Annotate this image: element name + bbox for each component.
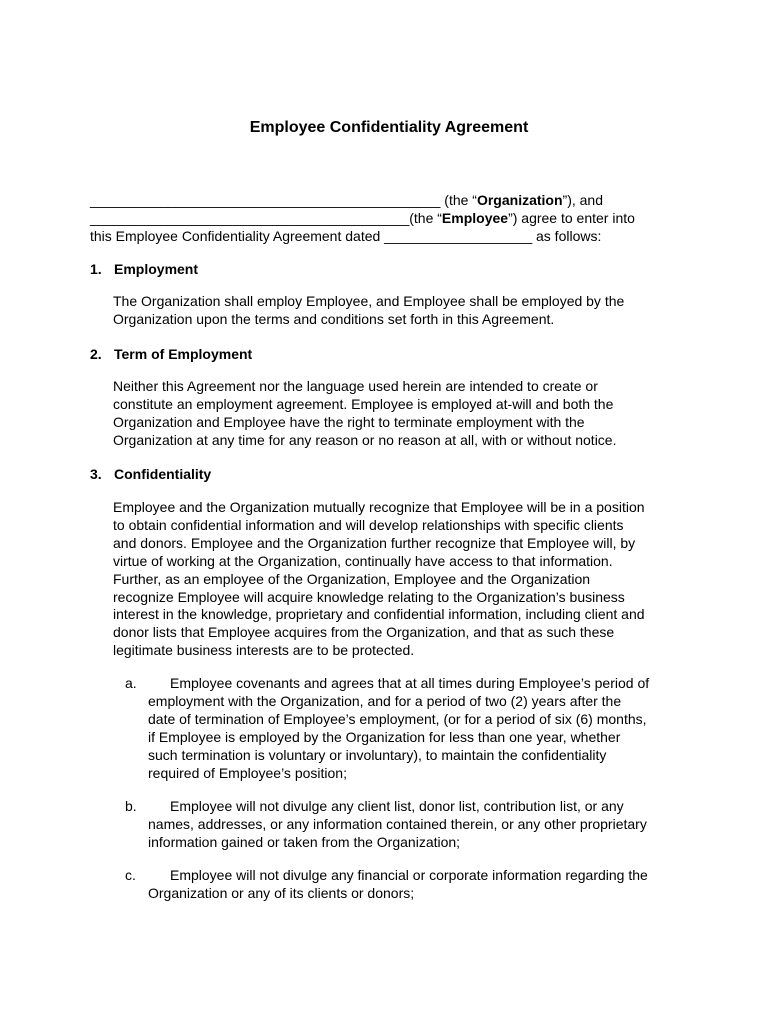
organization-term: Organization bbox=[476, 192, 563, 208]
section-heading-term-of-employment: 2. Term of Employment bbox=[90, 346, 253, 362]
subitem-b: b. Employee will not divulge any client list, donor list, contribution list, or any names, addresses, or any information contained therein, or any other proprietary information gained or taken from the Organization; bbox=[125, 798, 647, 850]
document-title: Employee Confidentiality Agreement bbox=[249, 119, 529, 136]
intro-line-1: _____________________________________________ (the “Organization”), and bbox=[90, 192, 603, 208]
section-heading-employment: 1. Employment bbox=[90, 261, 199, 277]
section-body-employment: The Organization shall employ Employee, and Employee shall be employed by the Organization upon the terms and conditions set forth in this Agreement. bbox=[113, 293, 625, 327]
organization-blank: _____________________________________________ bbox=[90, 192, 441, 208]
employee-term: Employee bbox=[441, 210, 509, 226]
section-body-term-of-employment: Neither this Agreement nor the language used herein are intended to create or constitute an employment agreement. Employee is employed at-will and both the Organization and Employee have the right to terminate employment with the Organization at any time for any reason or no reason at all, with or without notice. bbox=[113, 378, 617, 448]
subitem-a: a. Employee covenants and agrees that at all times during Employee’s period of employment with the Organization, and for a period of two (2) years after the date of termination of Employee’s employment, (or for a period of six (6) months, if Employee is employed by the Organization for less than one year, whether such termination is voluntary or involuntary), to maintain the confidentiality required of Employee’s position; bbox=[125, 675, 650, 781]
section-body-confidentiality: Employee and the Organization mutually recognize that Employee will be in a position to obtain confidential information and will develop relationships with specific clients and donors. Employee and the Organization further recognize that Employee will, by virtue of working at the Organization, continually have access to that information. Further, as an employee of the Organization, Employee and the Organization recognize Employee will acquire knowledge relating to the Organization’s business interest in the knowledge, proprietary and confidential information, including client and donor lists that Employee acquires from the Organization, and that as such these legitimate business interests are to be protected. bbox=[113, 499, 645, 659]
intro-line-3: this Employee Confidentiality Agreement dated ___________________ as follows: bbox=[90, 228, 602, 244]
section-heading-confidentiality: 3. Confidentiality bbox=[90, 466, 212, 482]
subitem-c: c. Employee will not divulge any financial or corporate information regarding the Organization or any of its clients or donors; bbox=[125, 867, 648, 901]
intro-paragraph bbox=[90, 191, 690, 245]
intro-line-2: _________________________________________(the “Employee”) agree to enter into bbox=[90, 210, 635, 226]
employee-blank: _________________________________________ bbox=[90, 210, 410, 226]
